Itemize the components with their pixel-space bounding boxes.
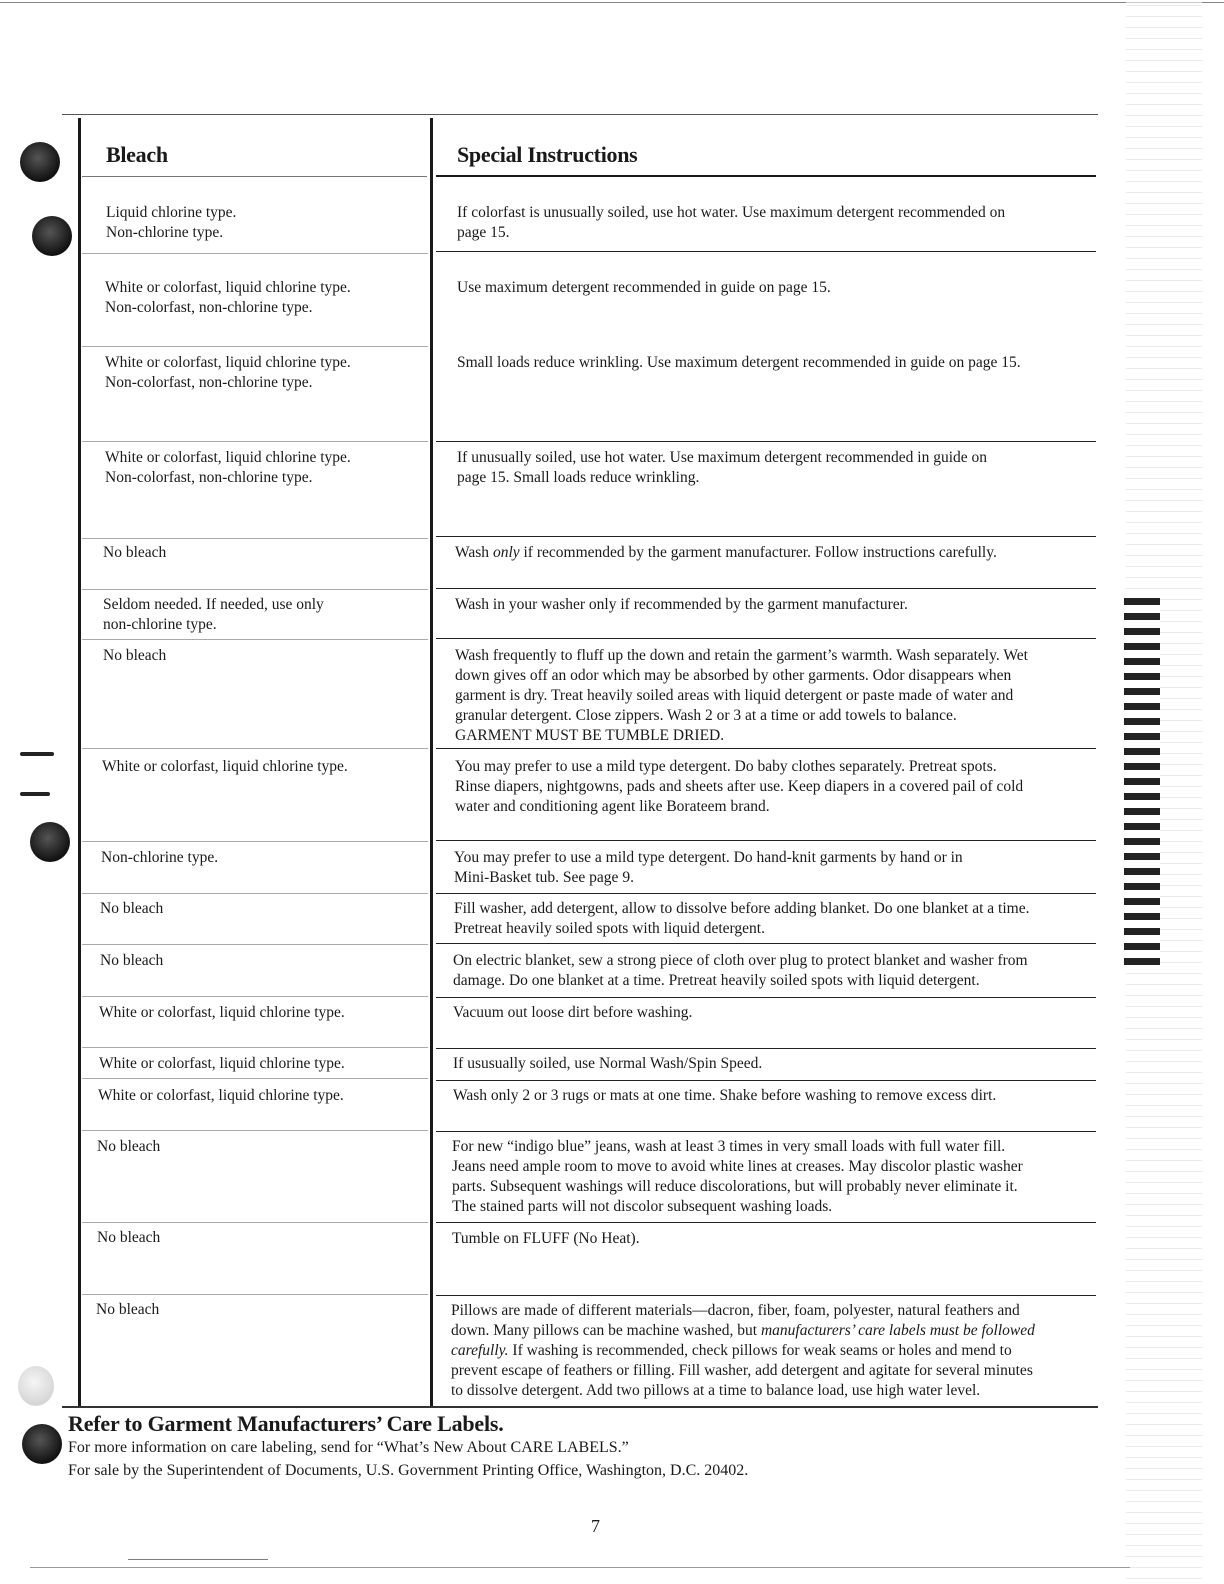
row-rule xyxy=(82,1130,428,1131)
row-rule xyxy=(436,748,1096,749)
binder-hole-icon xyxy=(20,142,60,182)
instruction-cell: Wash frequently to fluff up the down and retain the garment’s warmth. Wash separately. Wet down gives off an odor which may be absorbed by other garments. Odor disappears when garment is dry. Treat heavily soiled areas with liquid detergent or paste made of water and granular detergent. Close zippers. Wash 2 or 3 at a time or add towels to balance. GARMENT MUST BE TUMBLE DRIED. xyxy=(455,647,1028,744)
binder-hole-icon xyxy=(30,822,70,862)
bleach-cell: No bleach xyxy=(96,1301,160,1318)
row-rule xyxy=(436,251,1096,252)
bleach-cell: No bleach xyxy=(97,1138,161,1155)
header-rule xyxy=(436,175,1096,177)
bleach-cell: No bleach xyxy=(103,647,167,664)
scan-bottom-edge xyxy=(30,1567,1130,1568)
instruction-cell: If ususually soiled, use Normal Wash/Spin Speed. xyxy=(453,1055,763,1072)
row-rule xyxy=(82,748,428,749)
table-bottom-rule xyxy=(62,1406,1098,1408)
scan-top-edge xyxy=(0,2,1224,3)
row-rule xyxy=(436,943,1096,944)
instruction-cell: Tumble on FLUFF (No Heat). xyxy=(452,1230,640,1247)
instruction-cell: Wash only if recommended by the garment manufacturer. Follow instructions carefully. xyxy=(455,544,997,561)
row-rule xyxy=(82,841,428,842)
bleach-cell: No bleach xyxy=(103,544,167,561)
table-left-border xyxy=(78,118,81,1406)
binder-hole-icon xyxy=(22,1424,62,1464)
row-rule xyxy=(82,1047,428,1048)
row-rule xyxy=(82,1222,428,1223)
bleach-cell: No bleach xyxy=(100,952,164,969)
page-number: 7 xyxy=(591,1516,600,1536)
binder-hole-icon xyxy=(32,216,72,256)
column-header-special-instructions: Special Instructions xyxy=(457,142,638,167)
care-labels-heading: Refer to Garment Manufacturers’ Care Labels. xyxy=(68,1411,504,1436)
bleach-cell: No bleach xyxy=(97,1229,161,1246)
scan-bottom-mark xyxy=(128,1559,268,1560)
bleach-cell: Liquid chlorine type. Non-chlorine type. xyxy=(106,204,237,241)
binder-hole-icon xyxy=(18,1366,54,1406)
bleach-cell: White or colorfast, liquid chlorine type. Non-colorfast, non-chlorine type. xyxy=(105,279,351,316)
row-rule xyxy=(436,1131,1096,1132)
row-rule xyxy=(82,589,428,590)
table-top-rule xyxy=(62,114,1098,115)
instruction-cell: Wash in your washer only if recommended by the garment manufacturer. xyxy=(455,596,908,613)
row-rule xyxy=(82,944,428,945)
row-rule xyxy=(436,588,1096,589)
row-rule xyxy=(82,1078,428,1079)
row-rule xyxy=(436,441,1096,442)
row-rule xyxy=(436,893,1096,894)
row-rule xyxy=(82,893,428,894)
instruction-cell: Small loads reduce wrinkling. Use maximum detergent recommended in guide on page 15. xyxy=(457,354,1021,371)
row-rule xyxy=(82,441,428,442)
instruction-cell: If colorfast is unusually soiled, use hot water. Use maximum detergent recommended on page 15. xyxy=(457,204,1006,241)
row-rule xyxy=(436,840,1096,841)
row-rule xyxy=(436,997,1096,998)
header-rule xyxy=(82,176,427,177)
row-rule xyxy=(436,536,1096,537)
care-labels-source: For sale by the Superintendent of Documents, U.S. Government Printing Office, Washington, D.C. 20402. xyxy=(68,1462,749,1479)
row-rule xyxy=(82,538,428,539)
bleach-cell: White or colorfast, liquid chlorine type. xyxy=(99,1055,345,1072)
instruction-cell: Vacuum out loose dirt before washing. xyxy=(453,1004,693,1021)
row-rule xyxy=(436,638,1096,639)
instruction-cell: For new “indigo blue” jeans, wash at least 3 times in very small loads with full water fill. Jeans need ample room to move to avoid white lines at creases. May discolor plastic washer parts. Subsequent washings will reduce discolorations, but will probably never eliminate it. The stained parts will not discolor subsequent washing loads. xyxy=(452,1138,1023,1215)
instruction-cell: Wash only 2 or 3 rugs or mats at one time. Shake before washing to remove excess dirt. xyxy=(453,1087,997,1104)
column-header-bleach: Bleach xyxy=(106,142,168,167)
row-rule xyxy=(82,253,428,254)
row-rule xyxy=(436,1048,1096,1049)
row-rule xyxy=(82,639,428,640)
row-rule xyxy=(436,1222,1096,1223)
bleach-cell: White or colorfast, liquid chlorine type. xyxy=(98,1087,344,1104)
bleach-cell: No bleach xyxy=(100,900,164,917)
instruction-cell: You may prefer to use a mild type detergent. Do baby clothes separately. Pretreat spots. Rinse diapers, nightgowns, pads and sheets after use. Keep diapers in a covered pail of cold water and conditioning agent like Borateem brand. xyxy=(455,758,1024,815)
row-rule xyxy=(82,996,428,997)
edge-index-markers xyxy=(1124,598,1160,968)
row-rule xyxy=(436,1080,1096,1081)
instruction-cell: If unusually soiled, use hot water. Use maximum detergent recommended in guide on page 15. Small loads reduce wrinkling. xyxy=(457,449,988,486)
row-rule xyxy=(82,1294,428,1295)
row-rule xyxy=(436,1295,1096,1296)
instruction-cell: You may prefer to use a mild type detergent. Do hand-knit garments by hand or in Mini-Basket tub. See page 9. xyxy=(454,849,963,886)
instruction-cell: Use maximum detergent recommended in guide on page 15. xyxy=(457,279,831,296)
table-column-divider xyxy=(430,118,433,1406)
instruction-cell: On electric blanket, sew a strong piece of cloth over plug to protect blanket and washer from damage. Do one blanket at a time. Pretreat heavily soiled spots with liquid detergent. xyxy=(453,952,1028,989)
bleach-cell: White or colorfast, liquid chlorine type. Non-colorfast, non-chlorine type. xyxy=(105,449,351,486)
scan-mark xyxy=(20,752,54,756)
bleach-cell: White or colorfast, liquid chlorine type. Non-colorfast, non-chlorine type. xyxy=(105,354,351,391)
bleach-cell: Seldom needed. If needed, use only non-chlorine type. xyxy=(103,596,324,633)
bleach-cell: Non-chlorine type. xyxy=(101,849,219,866)
scan-mark xyxy=(20,792,50,796)
care-labels-info: For more information on care labeling, send for “What’s New About CARE LABELS.” xyxy=(68,1439,629,1456)
row-rule xyxy=(82,346,428,347)
bleach-cell: White or colorfast, liquid chlorine type. xyxy=(99,1004,345,1021)
instruction-cell: Fill washer, add detergent, allow to dissolve before adding blanket. Do one blanket at a time. Pretreat heavily soiled spots with liquid detergent. xyxy=(454,900,1030,937)
bleach-cell: White or colorfast, liquid chlorine type. xyxy=(102,758,348,775)
instruction-cell: Pillows are made of different materials—dacron, fiber, foam, polyester, natural feathers and down. Many pillows can be machine washed, but manufacturers’ care labels must be followed carefully. If washing is recommended, check pillows for weak seams or holes and mend to prevent escape of feathers or filling. Fill washer, add detergent and agitate for several minutes to dissolve detergent. Add two pillows at a time to balance load, use high water level. xyxy=(451,1302,1035,1399)
